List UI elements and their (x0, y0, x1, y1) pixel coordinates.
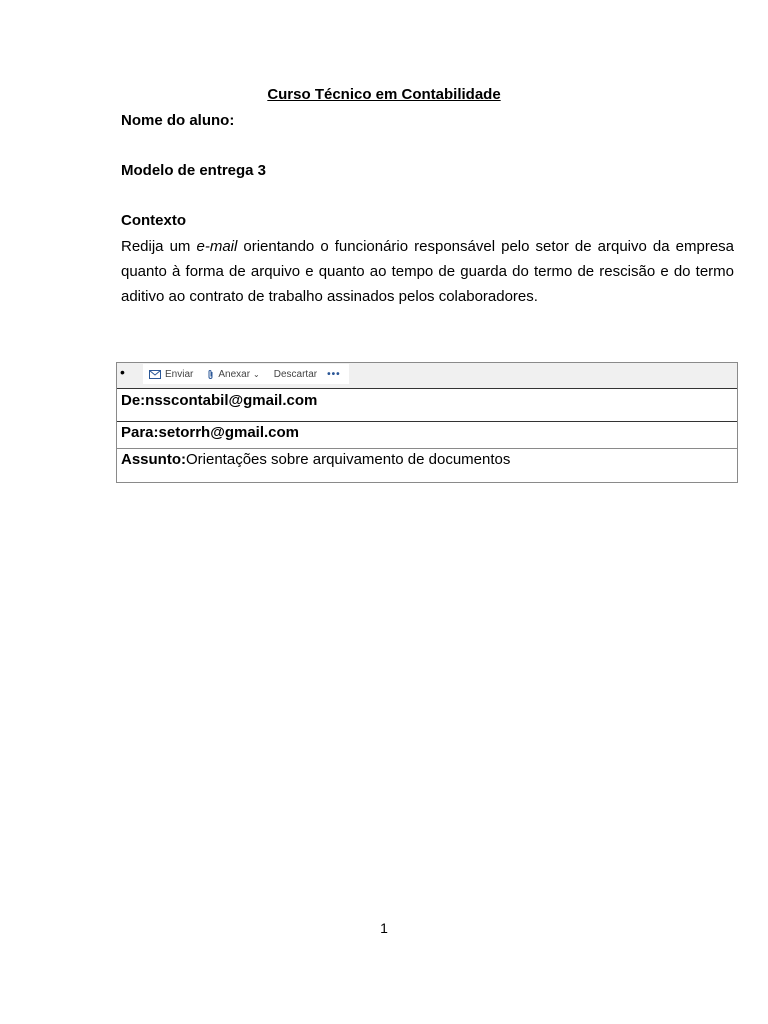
chevron-down-icon: ⌄ (253, 369, 260, 379)
send-button[interactable] (149, 369, 193, 380)
context-rest: orientando o funcionário responsável pelo setor de arquivo da empresa quanto à forma de arquivo e quanto ao tempo de guarda do termo de rescisão e do termo aditivo ao contrato de trabalho assinados pelos colaboradores. (121, 238, 734, 305)
email-toolbar-row (117, 363, 737, 389)
email-compose-table (116, 362, 738, 483)
discard-button[interactable] (274, 369, 317, 380)
email-to-field[interactable] (121, 424, 299, 441)
more-options-icon[interactable]: ••• (327, 368, 341, 380)
email-from-row (117, 389, 737, 422)
page-number: 1 (380, 920, 388, 936)
subject-label: Assunto: (121, 451, 186, 468)
delivery-model-heading: Modelo de entrega 3 (121, 162, 267, 179)
subject-value: Orientações sobre arquivamento de documentos (186, 451, 511, 468)
from-label: De: (121, 392, 146, 409)
to-value: setorrh@gmail.com (158, 424, 300, 441)
to-label: Para: (121, 424, 159, 441)
email-from-field[interactable] (121, 392, 317, 409)
document-title: Curso Técnico em Contabilidade (267, 86, 501, 103)
context-paragraph (121, 234, 734, 309)
attach-label: Anexar (218, 368, 251, 380)
bullet-marker: • (120, 364, 125, 380)
email-toolbar (143, 364, 349, 384)
paperclip-icon (207, 369, 214, 380)
discard-label: Descartar (273, 368, 318, 380)
send-icon (149, 370, 161, 379)
send-label: Enviar (165, 368, 194, 380)
email-subject-row (117, 449, 737, 482)
student-name-label: Nome do aluno: (121, 112, 235, 129)
email-to-row (117, 422, 737, 449)
context-heading: Contexto (121, 212, 186, 229)
from-value: nsscontabil@gmail.com (145, 392, 318, 409)
context-italic-term: e-mail (196, 238, 238, 255)
attach-button[interactable] (207, 369, 259, 380)
context-prefix: Redija um (121, 238, 197, 255)
email-subject-field[interactable] (121, 451, 510, 468)
